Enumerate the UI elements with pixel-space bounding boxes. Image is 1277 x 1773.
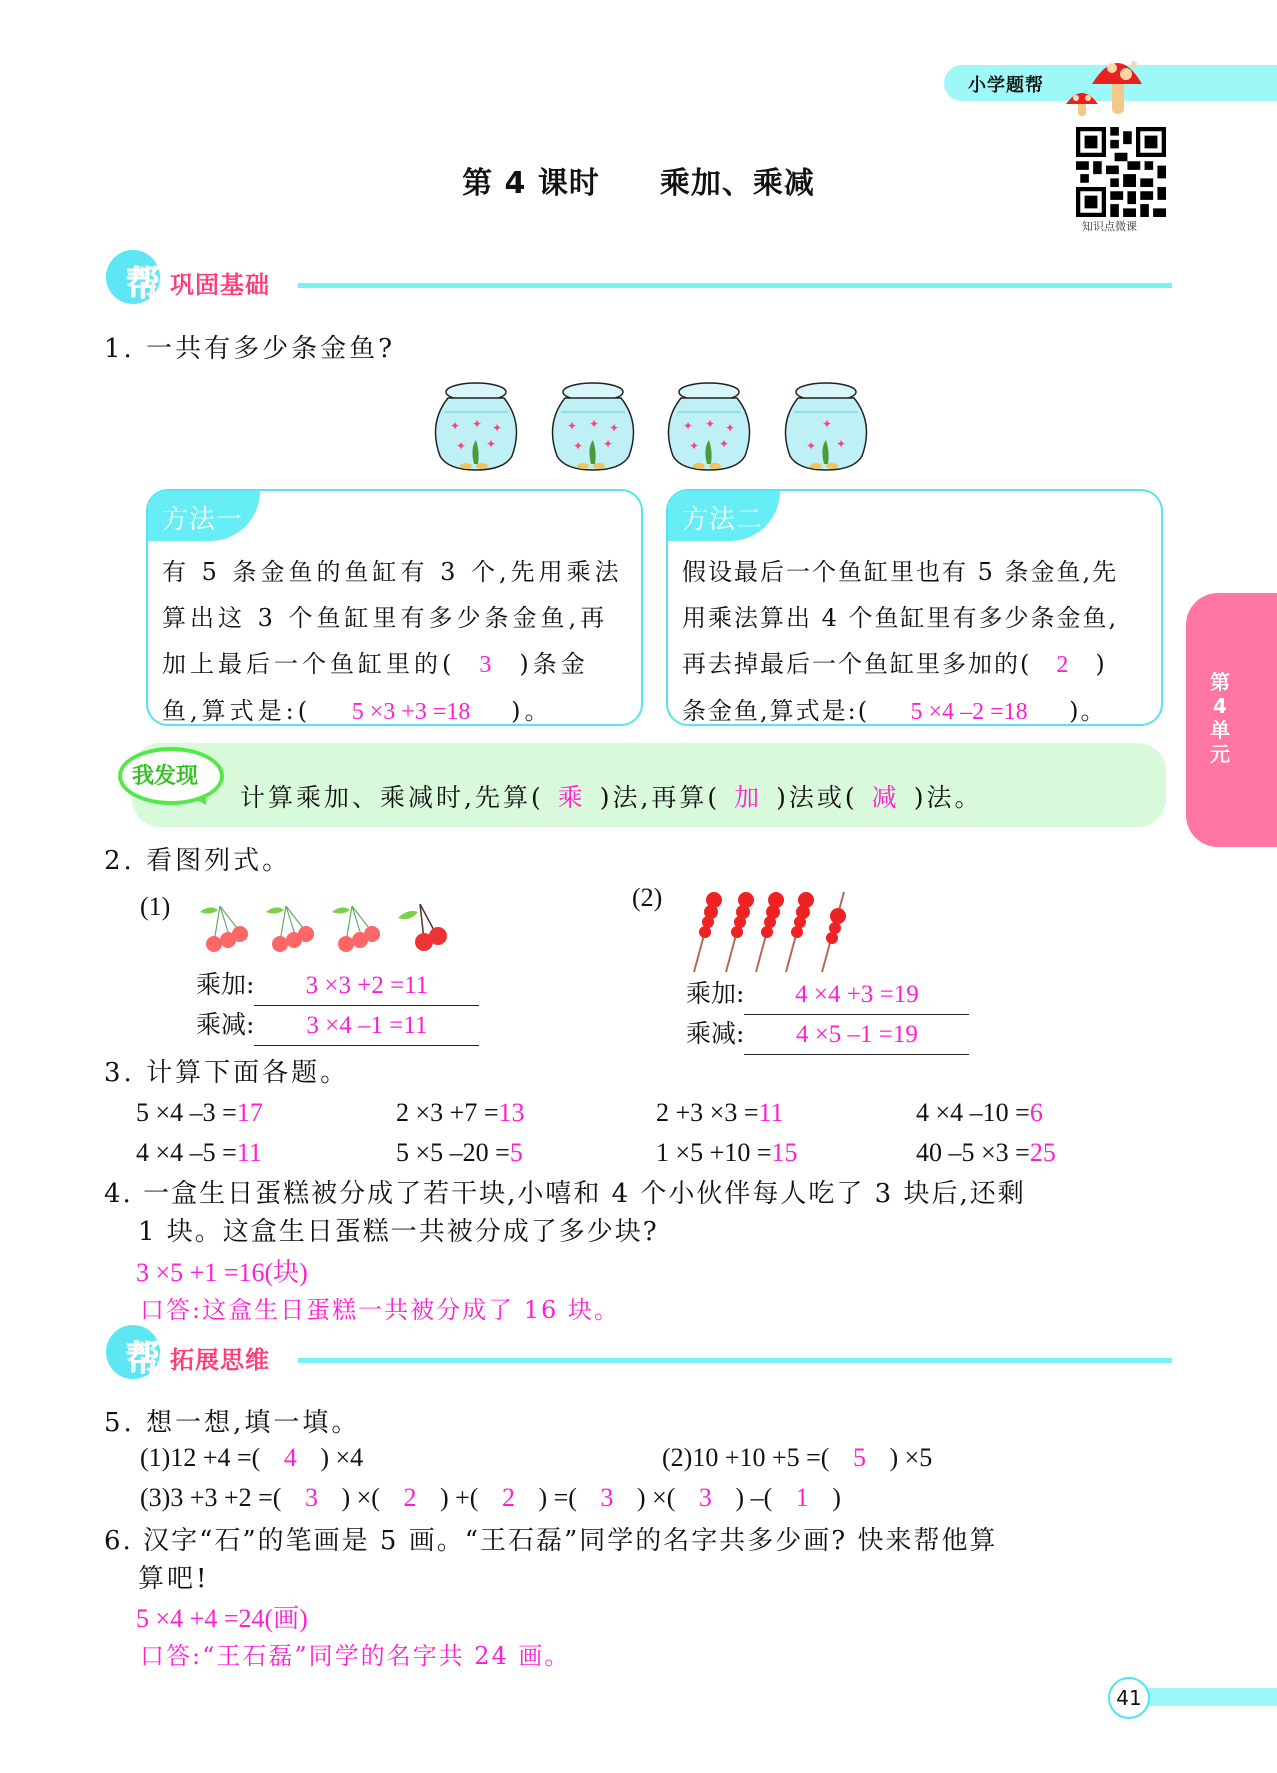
- lesson-number: 第 4 课时: [462, 166, 600, 201]
- svg-text:✦: ✦: [683, 419, 694, 433]
- text: )。: [1069, 697, 1107, 725]
- section-divider: [298, 1358, 1172, 1363]
- answer-blank[interactable]: 4: [283, 1443, 297, 1472]
- text: )法,再算(: [599, 783, 721, 812]
- answer[interactable]: 11: [758, 1098, 784, 1127]
- question-5-prompt: 5. 想一想,填一填。: [104, 1408, 361, 1438]
- mult-add-label: 乘加:: [686, 979, 745, 1008]
- method-1-line: 算出这 3 个鱼缸里有多少条金鱼,再: [162, 604, 609, 632]
- q4-formula[interactable]: 3 ×5 +1 =16(块): [136, 1258, 308, 1287]
- fishbowl-icon: [776, 378, 876, 474]
- answer-blank[interactable]: 减: [871, 783, 900, 812]
- unit-side-tab-label: [1200, 670, 1240, 766]
- page-title: [0, 158, 1277, 202]
- answer-blank[interactable]: 1: [795, 1483, 809, 1512]
- answer-blank[interactable]: 3: [304, 1483, 318, 1512]
- answer-blank[interactable]: 5 ×3 +3 =18: [351, 699, 471, 725]
- method-2-line: [682, 641, 1151, 688]
- svg-text:✦: ✦: [450, 419, 461, 433]
- method-2-box: [666, 489, 1163, 726]
- discovery-label: 我发现: [132, 764, 199, 789]
- text: (2)10 +10 +5 =(: [662, 1443, 830, 1472]
- mushroom-icon: [1062, 48, 1150, 116]
- mult-sub-label: 乘减:: [686, 1019, 745, 1048]
- answer-line[interactable]: 4 ×5 –1 =19: [744, 1016, 969, 1055]
- q4-answer[interactable]: 口答:这盒生日蛋糕一共被分成了 16 块。: [140, 1296, 620, 1324]
- answer-blank[interactable]: 加: [734, 783, 763, 812]
- text: ): [832, 1483, 841, 1512]
- answer-blank[interactable]: 2: [403, 1483, 417, 1512]
- text: (1)12 +4 =(: [140, 1443, 261, 1472]
- method-2-line: 用乘法算出 4 个鱼缸里有多少条金鱼,: [682, 604, 1119, 632]
- svg-text:✦: ✦: [608, 421, 619, 435]
- answer-line[interactable]: 3 ×3 +2 =11: [254, 967, 479, 1006]
- discovery-text: [240, 778, 982, 814]
- answer-blank[interactable]: 3: [479, 652, 496, 678]
- svg-text:✦: ✦: [705, 417, 716, 431]
- fishbowl-icon: [543, 378, 643, 474]
- expression: 2 ×3 +7 =: [396, 1098, 499, 1127]
- text: ) ×(: [341, 1483, 380, 1512]
- q2-part1-answers: [196, 966, 479, 1046]
- answer[interactable]: 5: [509, 1138, 523, 1167]
- svg-text:✦: ✦: [492, 421, 503, 435]
- section-badge-char: 帮: [126, 1339, 160, 1379]
- text: ) =(: [538, 1483, 577, 1512]
- calc-item: [916, 1093, 1043, 1133]
- method-2-tag: 方法二: [668, 491, 780, 541]
- answer[interactable]: 25: [1029, 1138, 1056, 1167]
- answer-blank[interactable]: 乘: [557, 783, 586, 812]
- question-6-line: 6. 汉字“石”的笔画是 5 画。“王石磊”同学的名字共多少画? 快来帮他算: [104, 1526, 998, 1556]
- method-2-text: [682, 549, 1151, 726]
- svg-text:✦: ✦: [572, 439, 583, 453]
- mult-add-label: 乘加:: [196, 970, 255, 999]
- page-number-bar: [1140, 1688, 1277, 1706]
- calc-item: [136, 1133, 262, 1173]
- question-6-line: 算吧!: [138, 1564, 210, 1594]
- svg-text:✦: ✦: [486, 437, 497, 451]
- lesson-topic: 乘加、乘减: [659, 166, 815, 201]
- question-4-line: 4. 一盒生日蛋糕被分成了若干块,小嘻和 4 个小伙伴每人吃了 3 块后,还剩: [104, 1179, 1026, 1209]
- expression: 5 ×4 –3 =: [136, 1098, 237, 1127]
- fishbowl-icon: [659, 378, 759, 474]
- expression: 5 ×5 –20 =: [396, 1138, 510, 1167]
- expression: 4 ×4 –5 =: [136, 1138, 237, 1167]
- text: ) ×(: [636, 1483, 676, 1512]
- qr-caption: 知识点微课: [1082, 220, 1137, 233]
- text: 条金鱼,算式是:(: [682, 697, 870, 725]
- text: )法。: [913, 783, 983, 812]
- text: ) –(: [735, 1483, 773, 1512]
- method-2-line: 假设最后一个鱼缸里也有 5 条金鱼,先: [682, 558, 1119, 586]
- method-1-box: [146, 489, 643, 726]
- answer-blank[interactable]: 5 ×4 –2 =18: [910, 699, 1028, 725]
- text: 再去掉最后一个鱼缸里多加的(: [682, 650, 1032, 678]
- svg-text:✦: ✦: [566, 419, 577, 433]
- method-1-line: [162, 641, 631, 688]
- svg-text:✦: ✦: [725, 421, 736, 435]
- svg-text:✦: ✦: [835, 437, 847, 451]
- svg-text:✦: ✦: [456, 439, 467, 453]
- text: ) ×5: [889, 1443, 933, 1472]
- brand-name: 小学题帮: [968, 75, 1044, 96]
- text: ): [1095, 650, 1107, 678]
- svg-text:✦: ✦: [588, 417, 599, 431]
- section-badge-char: 帮: [126, 264, 160, 304]
- q5-part2: [662, 1443, 932, 1473]
- q5-part3: [140, 1483, 841, 1513]
- svg-text:✦: ✦: [821, 417, 833, 431]
- answer-line[interactable]: 3 ×4 –1 =11: [254, 1007, 479, 1046]
- section-header-basic: [106, 250, 1172, 310]
- answer[interactable]: 13: [498, 1098, 525, 1127]
- answer-blank[interactable]: 3: [698, 1483, 712, 1512]
- section-label: 拓展思维: [170, 1346, 270, 1374]
- calc-item: [396, 1133, 523, 1173]
- answer-line[interactable]: 4 ×4 +3 =19: [744, 976, 969, 1015]
- answer[interactable]: 6: [1029, 1098, 1043, 1127]
- method-1-text: [162, 549, 631, 726]
- q5-part1: [140, 1443, 363, 1473]
- calc-item: [656, 1093, 784, 1133]
- calc-grid: [136, 1093, 1176, 1173]
- q2-part1-label: (1): [140, 892, 171, 921]
- fishbowl-icon: [426, 378, 526, 474]
- q2-part2-answers: [686, 975, 969, 1055]
- text: ) +(: [439, 1483, 479, 1512]
- text: )法或(: [776, 783, 858, 812]
- method-1-tag: 方法一: [148, 491, 260, 541]
- answer-blank[interactable]: 3: [600, 1483, 614, 1512]
- question-2-prompt: 2. 看图列式。: [104, 846, 292, 876]
- method-2-line: [682, 688, 1151, 726]
- q6-answer[interactable]: 口答:“王石磊”同学的名字共 24 画。: [140, 1642, 571, 1670]
- answer[interactable]: 17: [236, 1098, 263, 1127]
- answer[interactable]: 11: [236, 1138, 262, 1167]
- text: 计算乘加、乘减时,先算(: [240, 783, 544, 812]
- svg-text:✦: ✦: [689, 439, 700, 453]
- q2-part2-label: (2): [632, 883, 663, 912]
- question-4-line: 1 块。这盒生日蛋糕一共被分成了多少块?: [138, 1217, 659, 1247]
- question-1-prompt: 1. 一共有多少条金鱼?: [104, 334, 396, 364]
- method-1-line: 有 5 条金鱼的鱼缸有 3 个,先用乘法: [162, 558, 623, 586]
- svg-text:✦: ✦: [602, 437, 613, 451]
- section-header-extend: [106, 1325, 1172, 1385]
- expression: 4 ×4 –10 =: [916, 1098, 1030, 1127]
- text: 元: [1210, 742, 1230, 766]
- q6-formula[interactable]: 5 ×4 +4 =24(画): [136, 1604, 308, 1633]
- question-3-prompt: 3. 计算下面各题。: [104, 1058, 350, 1088]
- text: 鱼,算式是:(: [162, 697, 312, 725]
- text: )条金: [519, 650, 589, 678]
- text: (3)3 +3 +2 =(: [140, 1483, 282, 1512]
- calc-item: [916, 1133, 1056, 1173]
- answer-blank[interactable]: 5: [852, 1443, 866, 1472]
- text: )。: [511, 697, 553, 725]
- answer-blank[interactable]: 2: [501, 1483, 515, 1512]
- section-label: 巩固基础: [170, 271, 270, 299]
- expression: 40 –5 ×3 =: [916, 1138, 1030, 1167]
- answer[interactable]: 15: [771, 1138, 798, 1167]
- text: ) ×4: [320, 1443, 364, 1472]
- text: 4: [1213, 694, 1227, 718]
- svg-text:✦: ✦: [719, 437, 730, 451]
- svg-text:✦: ✦: [472, 417, 483, 431]
- fishbowl-illustration: [426, 378, 876, 478]
- expression: 1 ×5 +10 =: [656, 1138, 772, 1167]
- svg-text:✦: ✦: [805, 439, 817, 453]
- section-divider: [298, 283, 1172, 288]
- mult-sub-label: 乘减:: [196, 1010, 255, 1039]
- text: 第: [1210, 670, 1230, 694]
- text: 加上最后一个鱼缸里的(: [162, 650, 456, 678]
- method-1-line: [162, 688, 631, 726]
- page-number: 41: [1108, 1677, 1150, 1719]
- expression: 2 +3 ×3 =: [656, 1098, 759, 1127]
- text: 单: [1210, 718, 1230, 742]
- cherries-icon: [196, 900, 460, 956]
- calc-item: [656, 1133, 798, 1173]
- calc-item: [396, 1093, 525, 1133]
- calc-item: [136, 1093, 263, 1133]
- candied-haws-icon: [690, 888, 860, 974]
- answer-blank[interactable]: 2: [1056, 652, 1071, 678]
